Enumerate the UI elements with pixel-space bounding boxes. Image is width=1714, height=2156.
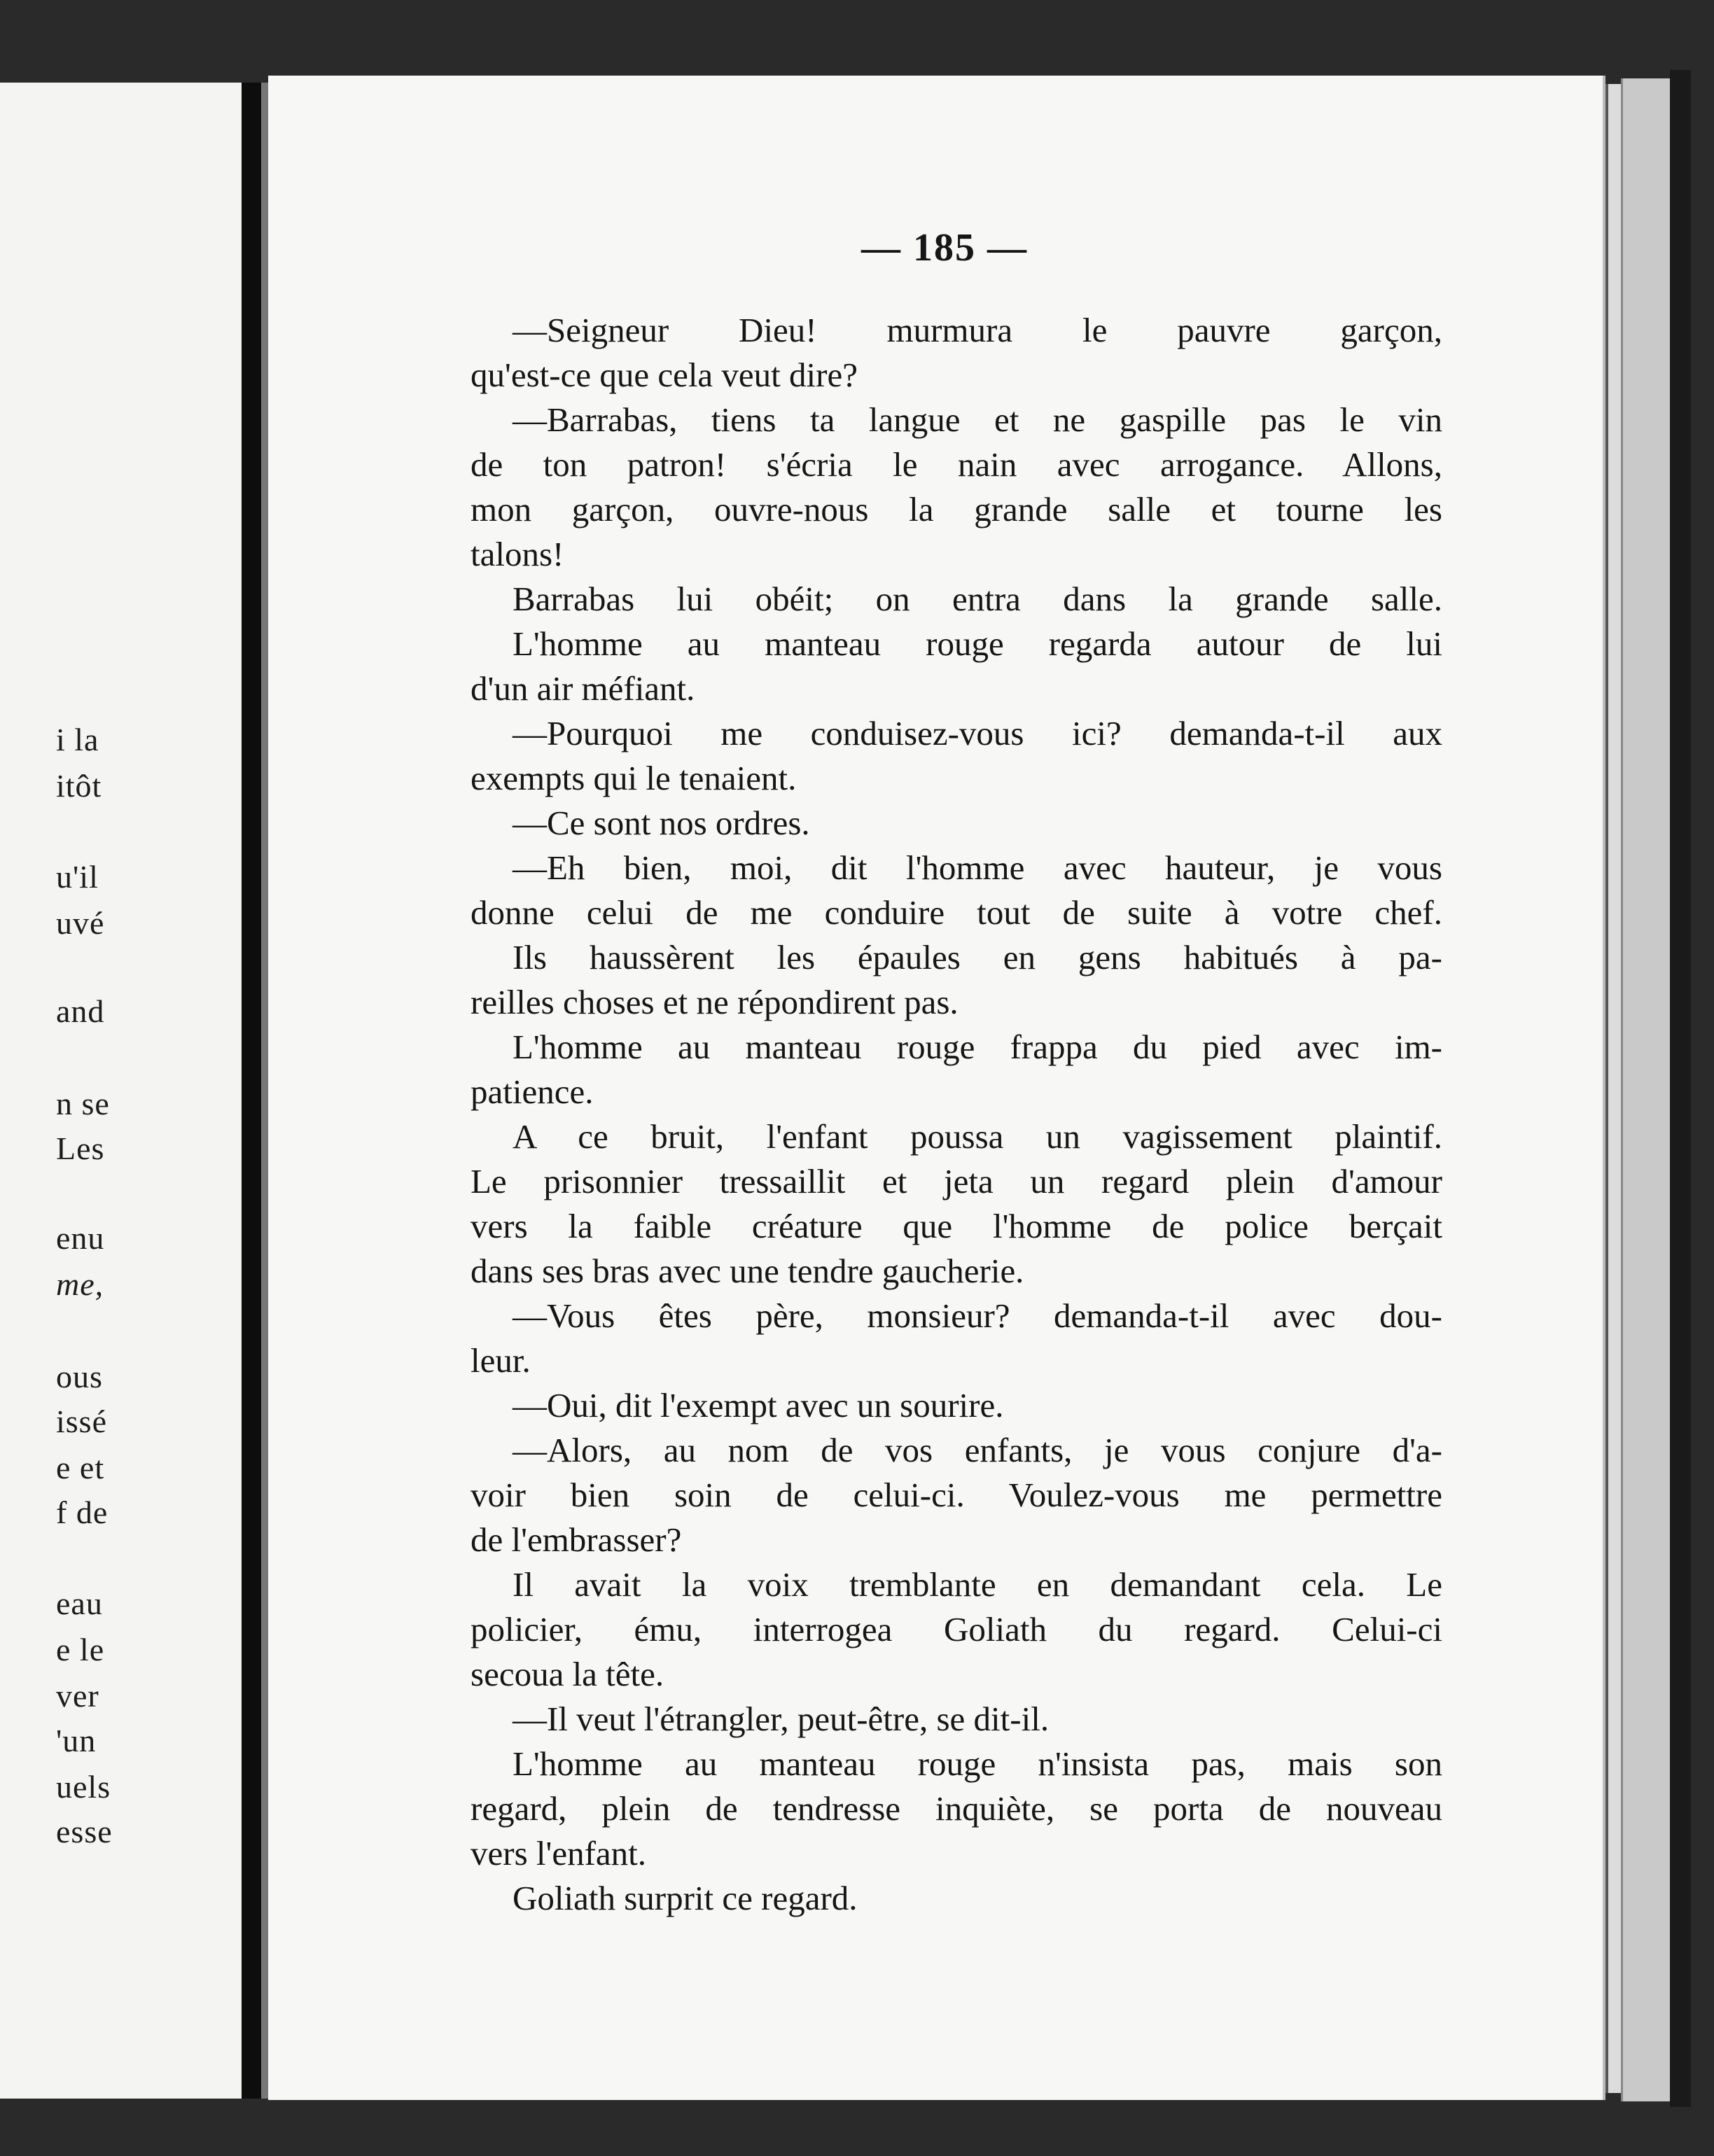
fragment-line: uels <box>56 1769 111 1805</box>
text-line: Barrabas lui obéit; on entra dans la grande salle. <box>513 580 1442 618</box>
text-line: L'homme au manteau rouge regarda autour de lui <box>513 624 1442 663</box>
fragment-line: Les <box>56 1130 105 1166</box>
text-line: secoua la tête. <box>471 1655 664 1693</box>
text-line: A ce bruit, l'enfant poussa un vagissement plaintif. <box>513 1117 1442 1156</box>
text-line: d'un air méfiant. <box>471 669 695 708</box>
text-line: —Oui, dit l'exempt avec un sourire. <box>513 1386 1004 1424</box>
text-line: exempts qui le tenaient. <box>471 759 797 797</box>
page-edge-stack <box>1621 78 1672 2101</box>
text-line: voir bien soin de celui-ci. Voulez-vous me permettre <box>471 1476 1442 1514</box>
text-line: —Eh bien, moi, dit l'homme avec hauteur, je vous <box>513 848 1442 887</box>
text-line: —Ce sont nos ordres. <box>513 804 810 842</box>
text-line: vers la faible créature que l'homme de police berçait <box>471 1207 1442 1245</box>
text-line: Le prisonnier tressaillit et jeta un regard plein d'amour <box>471 1162 1442 1200</box>
text-line: —Alors, au nom de vos enfants, je vous conjure d'a- <box>513 1431 1442 1469</box>
text-line: donne celui de me conduire tout de suite à votre chef. <box>471 893 1442 932</box>
fragment-line: itôt <box>56 768 102 804</box>
page-edge <box>1605 84 1621 2093</box>
fragment-line: esse <box>56 1814 113 1849</box>
fragment-line: enu <box>56 1220 105 1256</box>
fragment-line: i la <box>56 722 99 757</box>
text-line: —Il veut l'étrangler, peut-être, se dit-il. <box>513 1700 1050 1738</box>
fragment-line: ver <box>56 1678 99 1714</box>
page-number: — 185 — <box>861 226 1028 270</box>
fragment-line: eau <box>56 1586 103 1621</box>
fragment-line: f de <box>56 1494 109 1530</box>
text-line: —Pourquoi me conduisez-vous ici? demanda-t-il aux <box>513 714 1442 752</box>
text-line: regard, plein de tendresse inquiète, se porta de nouveau <box>471 1789 1442 1828</box>
text-line: —Seigneur Dieu! murmura le pauvre garçon, <box>513 311 1442 349</box>
text-line: dans ses bras avec une tendre gaucherie. <box>471 1252 1024 1290</box>
fragment-line: me, <box>56 1266 104 1302</box>
fragment-line: uvé <box>56 905 105 941</box>
fragment-line: e le <box>56 1632 105 1667</box>
text-line: Goliath surprit ce regard. <box>513 1879 858 1917</box>
text-line: L'homme au manteau rouge frappa du pied avec im- <box>513 1028 1442 1066</box>
fragment-line: and <box>56 993 105 1029</box>
text-line: vers l'enfant. <box>471 1834 647 1872</box>
text-line: reilles choses et ne répondirent pas. <box>471 983 959 1021</box>
text-line: L'homme au manteau rouge n'insista pas, mais son <box>513 1744 1442 1783</box>
text-line: leur. <box>471 1341 531 1380</box>
text-line: de ton patron! s'écria le nain avec arrogance. Allons, <box>471 445 1442 484</box>
fragment-line: u'il <box>56 859 99 895</box>
book-cover-edge <box>1670 70 1691 2107</box>
text-line: Ils haussèrent les épaules en gens habitués à pa- <box>513 938 1442 976</box>
fragment-line: e et <box>56 1450 105 1485</box>
text-line: patience. <box>471 1072 594 1111</box>
text-line: policier, ému, interrogea Goliath du regard. Celui-ci <box>471 1610 1442 1648</box>
book-gutter <box>242 83 261 2099</box>
fragment-line: n se <box>56 1086 110 1121</box>
gutter-shadow <box>261 83 268 2099</box>
text-line: talons! <box>471 535 564 573</box>
text-line: de l'embrasser? <box>471 1520 682 1559</box>
text-line: qu'est-ce que cela veut dire? <box>471 356 858 394</box>
text-line: Il avait la voix tremblante en demandant cela. Le <box>513 1565 1442 1604</box>
text-line: —Vous êtes père, monsieur? demanda-t-il avec dou- <box>513 1296 1442 1335</box>
fragment-line: ous <box>56 1359 103 1394</box>
fragment-line: 'un <box>56 1723 97 1758</box>
previous-page-edge <box>0 83 245 2099</box>
text-line: mon garçon, ouvre-nous la grande salle et tourne les <box>471 490 1442 528</box>
fragment-line: issé <box>56 1404 107 1439</box>
text-line: —Barrabas, tiens ta langue et ne gaspille pas le vin <box>513 400 1442 439</box>
